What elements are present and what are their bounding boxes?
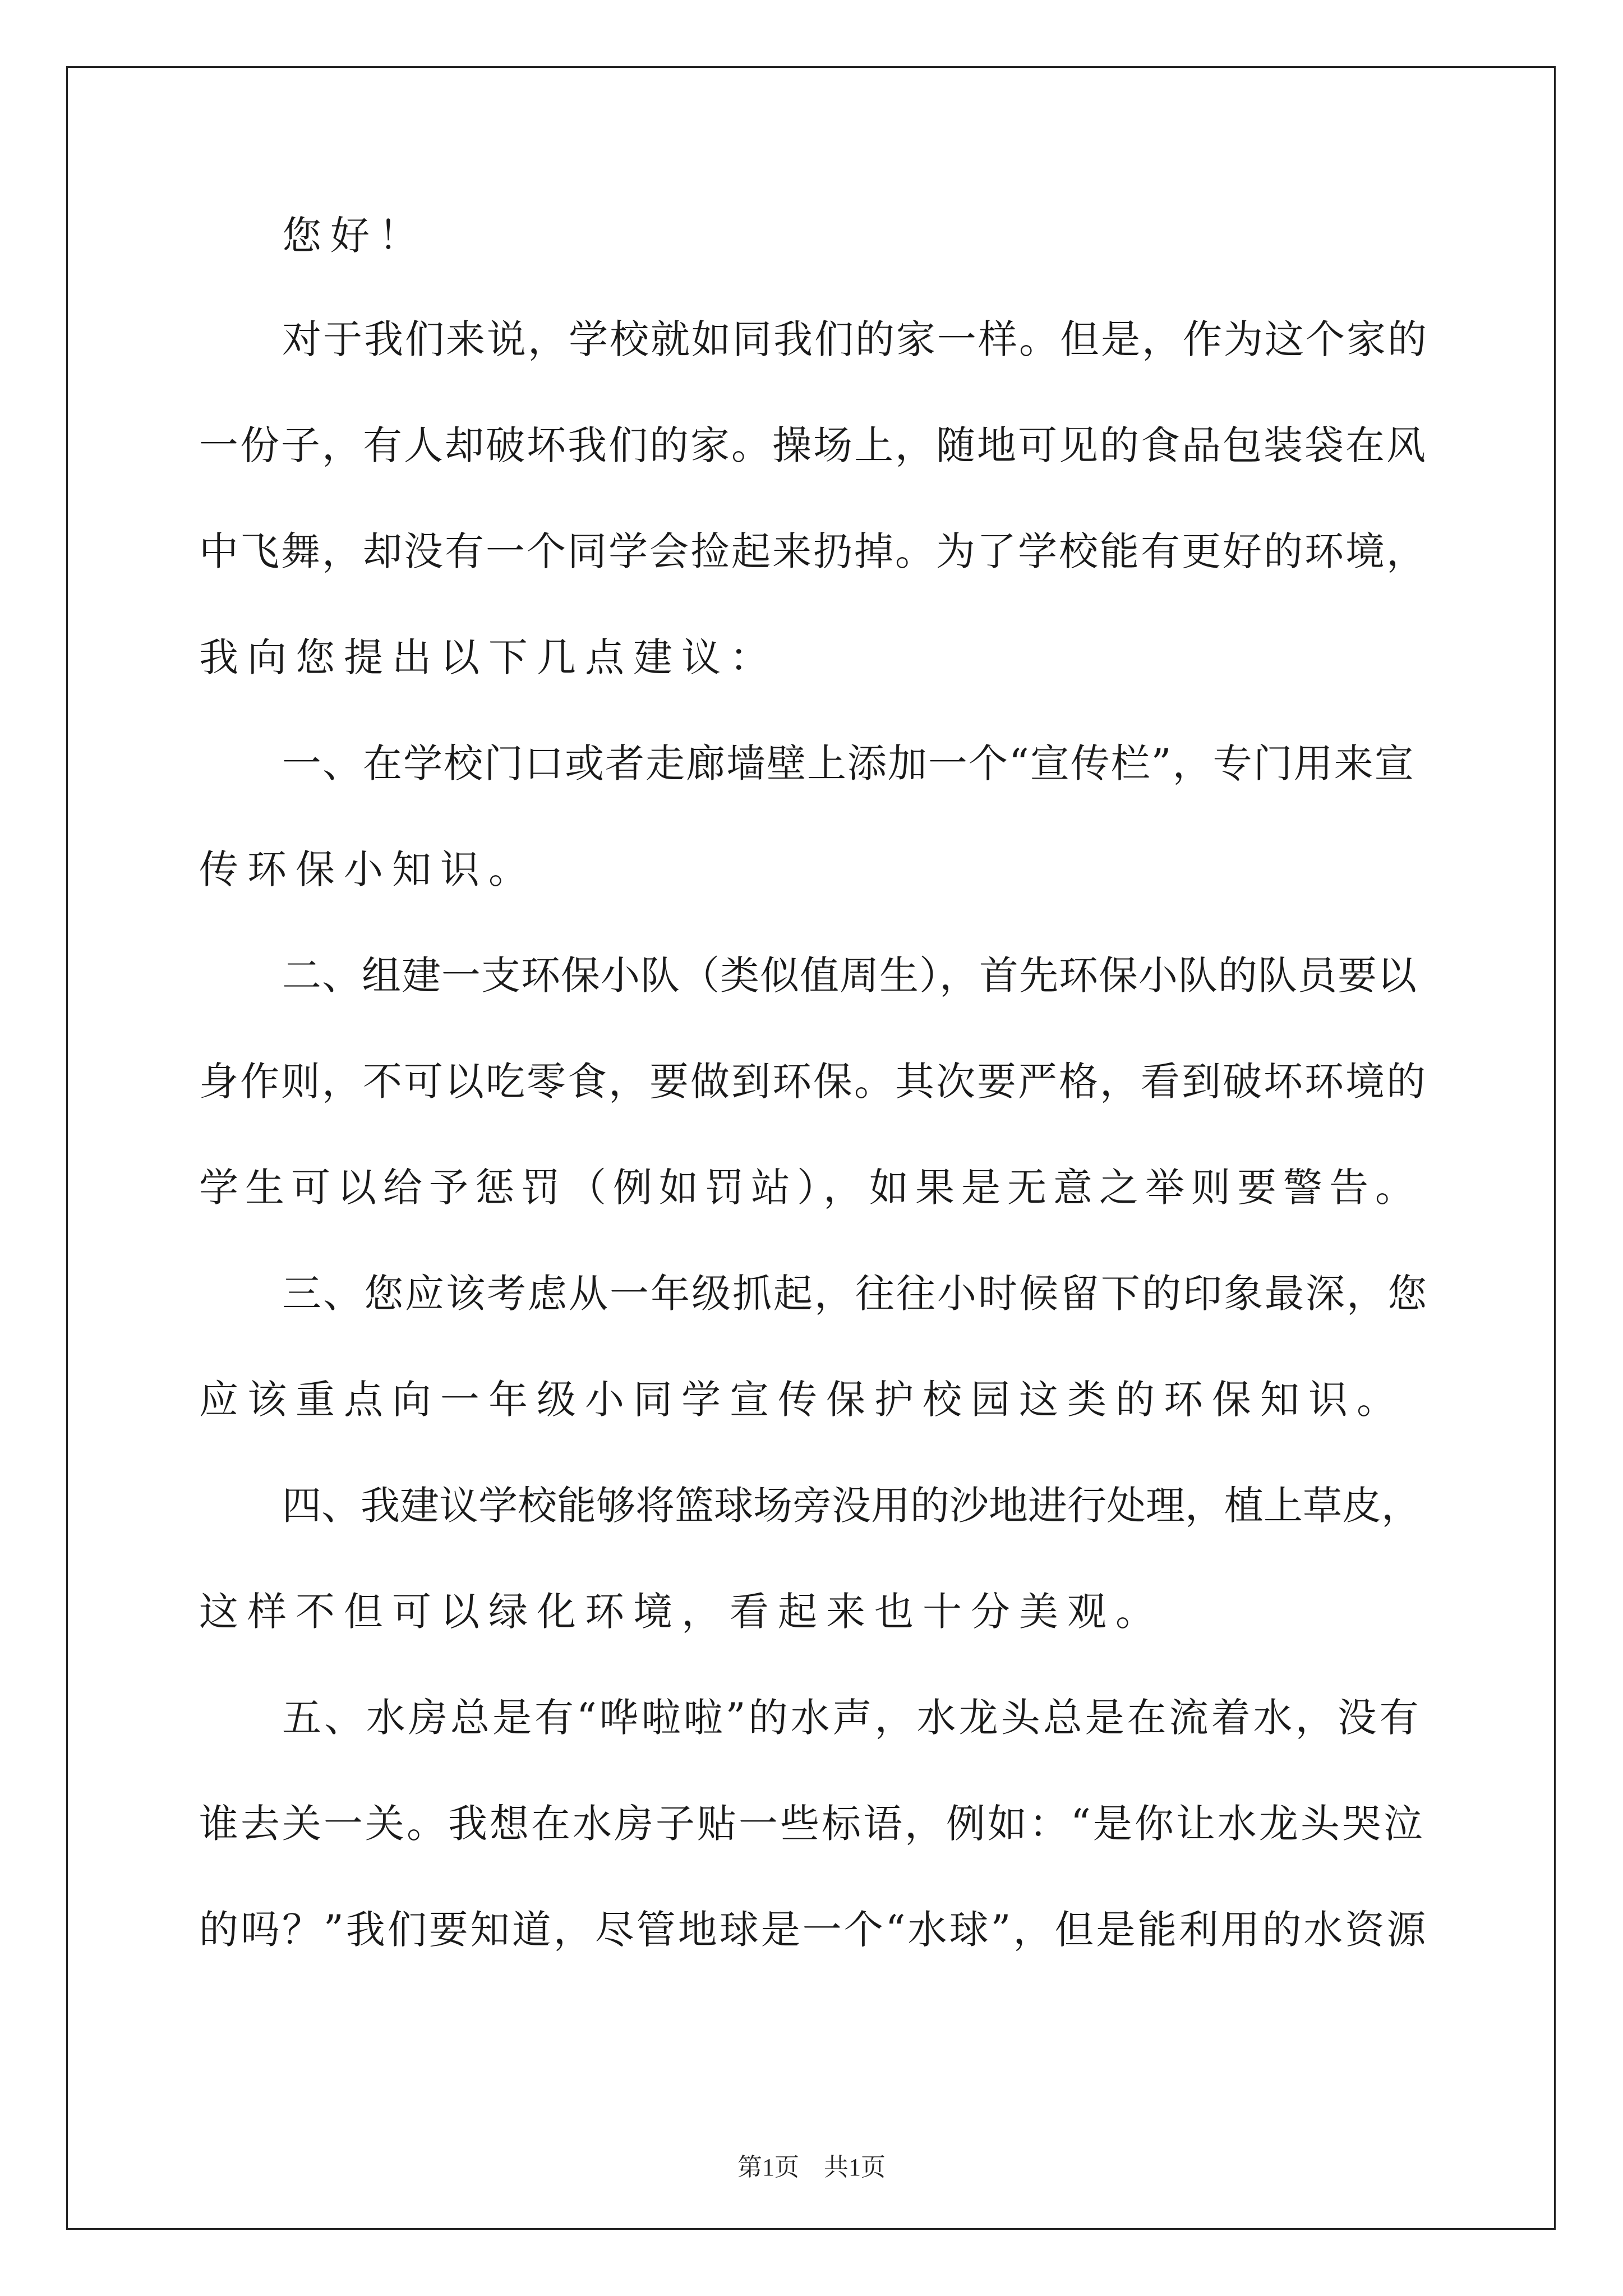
paragraph-line: 应该重点向一年级小同学宣传保护校园这类的环保知识。 [199,1377,1405,1423]
paragraph-line: 我向您提出以下几点建议： [199,634,778,680]
paragraph-line: 对于我们来说，学校就如同我们的家一样。但是，作为这个家的 [282,316,1428,362]
paragraph-line: 的吗？”我们要知道，尽管地球是一个“水球”，但是能利用的水资源 [199,1907,1428,1953]
page-number: 第1页 共1页 [737,2154,886,2181]
paragraph-line: 一份子，有人却破坏我们的家。操场上，随地可见的食品包装袋在风 [199,422,1427,468]
paragraph-line: 三、您应该考虑从一年级抓起，往往小时候留下的印象最深，您 [282,1271,1428,1317]
paragraph-line: 四、我建议学校能够将篮球场旁没用的沙地进行处理，植上草皮， [282,1483,1421,1529]
page-border [66,66,1556,2230]
paragraph-line: 二、组建一支环保小队（类似值周生），首先环保小队的队员要以 [282,953,1417,999]
paragraph-line: 一、在学校门口或者走廊墙壁上添加一个“宣传栏”，专门用来宣 [282,740,1415,786]
paragraph-line: 身作则，不可以吃零食，要做到环保。其次要严格，看到破坏环境的 [199,1059,1427,1105]
paragraph-line: 学生可以给予惩罚（例如罚站），如果是无意之举则要警告。 [199,1165,1421,1211]
paragraph-line: 中飞舞，却没有一个同学会捡起来扔掉。为了学校能有更好的环境， [199,528,1427,574]
paragraph-line: 谁去关一关。我想在水房子贴一些标语，例如：“是你让水龙头哭泣 [199,1801,1425,1847]
paragraph-line: 传环保小知识。 [199,846,537,892]
paragraph-line: 这样不但可以绿化环境，看起来也十分美观。 [199,1589,1164,1635]
paragraph-line: 五、水房总是有“哗啦啦”的水声，水龙头总是在流着水，没有 [282,1695,1422,1741]
greeting-line: 您好！ [282,213,427,259]
